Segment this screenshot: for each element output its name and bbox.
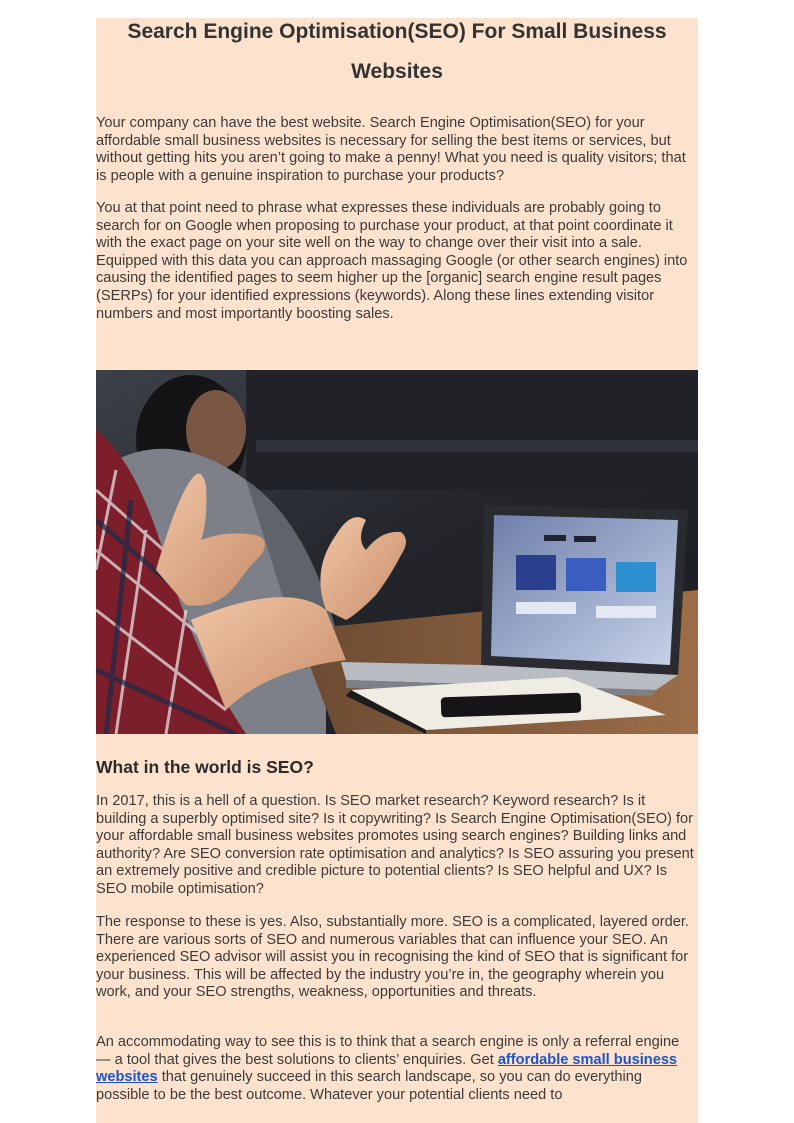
section-paragraph-2: The response to these is yes. Also, substantially more. SEO is a complicated, layered order. There are various sorts of SEO and numerous variables that can influence your SEO. An experienced SEO advisor will assist you in recognising the kind of SEO that is significant for your business. This will be affected by the industry you’re in, the geography wherein you work, and your SEO strengths, weakness, opportunities and threats. (96, 914, 689, 1001)
paragraph-text-after-link: that genuinely succeed in this search landscape, so you can do everything possible to be the best outcome. Whatever your potential clients need to (96, 1069, 642, 1103)
paragraph-text-before-link: An accommodating way to see this is to think that a search engine is only a referral engine — a tool that gives the best solutions to clients’ enquiries. Get (96, 1034, 680, 1068)
title-line-1: Search Engine Optimisation(SEO) For Small Business (127, 20, 667, 43)
article-page (96, 18, 698, 1123)
section-paragraph-1: In 2017, this is a hell of a question. Is SEO market research? Keyword research? Is it building a superbly optimised site? Is it copywriting? Is Search Engine Optimisation(SEO) for your affordable small business websites promotes using search engines? Building links and authority? Are SEO conversion rate optimisation and analytics? Is SEO assuring you present an extremely positive and credible picture to potential clients? Is SEO helpful and UX? Is SEO mobile optimisation? (96, 793, 694, 897)
article-title (96, 12, 698, 92)
intro-paragraph-2: You at that point need to phrase what expresses these individuals are probably going to search for on Google when proposing to purchase your product, at that point coordinate it with the exact page on your site well on the way to change over their visit into a sale. Equipped with this data you can approach massaging Google (or other search engines) into causing the identified pages to seem higher up the [organic] search engine result pages (SERPs) for your identified expressions (keywords). Along these lines extending visitor numbers and most importantly boosting sales. (96, 200, 688, 322)
affordable-websites-link[interactable]: affordable small business websites (96, 1051, 678, 1086)
section-paragraph-3 (96, 1034, 696, 1104)
section-heading: What in the world is SEO? (96, 757, 314, 777)
meeting-photo-illustration (96, 370, 698, 734)
meeting-photo (96, 370, 698, 734)
intro-paragraph-1: Your company can have the best website. Search Engine Optimisation(SEO) for your affordable small business websites is necessary for selling the best items or services, but without getting hits you aren’t going to make a penny! What you need is quality visitors; that is people with a genuine inspiration to purchase your products? (96, 115, 686, 184)
title-line-2: Websites (351, 60, 443, 83)
